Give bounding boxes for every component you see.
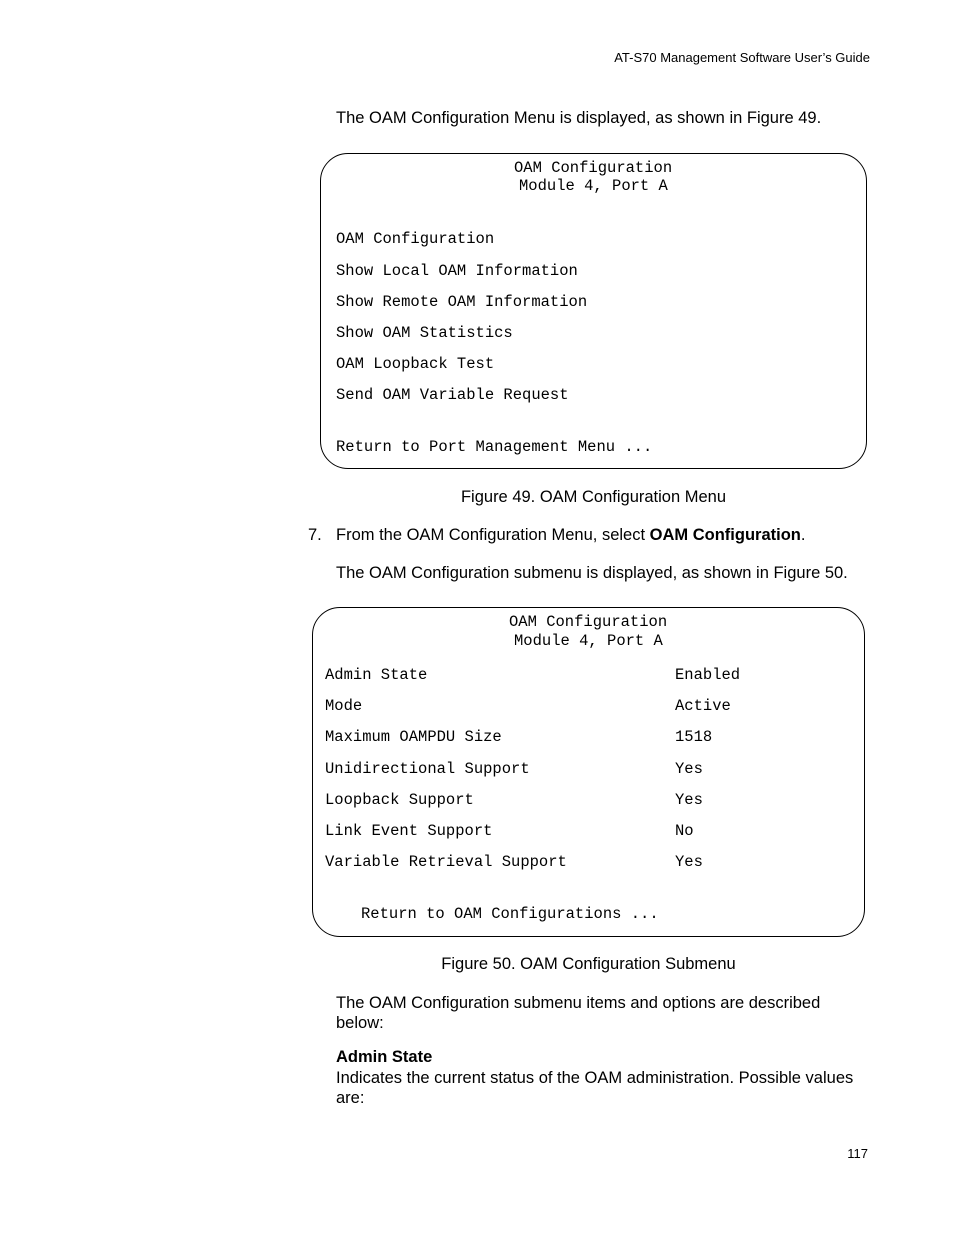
setting-value-variable-retrieval-support: Yes	[675, 853, 703, 871]
setting-value-max-oampdu-size: 1518	[675, 728, 713, 746]
menu-item-oam-loopback-test[interactable]: OAM Loopback Test	[336, 355, 495, 373]
menu-item-return-port-management[interactable]: Return to Port Management Menu ...	[336, 438, 653, 456]
step-7-text-before: From the OAM Configuration Menu, select	[336, 526, 650, 544]
figure-50-caption: Figure 50. OAM Configuration Submenu	[441, 955, 736, 973]
setting-value-admin-state: Enabled	[675, 666, 741, 684]
admin-state-description: Indicates the current status of the OAM administration. Possible values are:	[336, 1069, 854, 1107]
figure-49-caption: Figure 49. OAM Configuration Menu	[460, 488, 727, 506]
setting-label-mode[interactable]: Mode	[325, 697, 363, 715]
description-paragraph: The OAM Configuration submenu items and options are described below:	[336, 994, 821, 1032]
admin-state-heading: Admin State	[336, 1048, 433, 1066]
step-7-text	[336, 525, 805, 545]
setting-label-unidirectional-support[interactable]: Unidirectional Support	[325, 760, 530, 778]
step-number: 7.	[308, 526, 322, 544]
menu-title: OAM Configuration	[514, 159, 673, 177]
setting-value-unidirectional-support: Yes	[675, 760, 703, 778]
submenu-paragraph: The OAM Configuration submenu is displayed, as shown in Figure 50.	[336, 564, 848, 582]
menu-subtitle: Module 4, Port A	[519, 177, 668, 195]
menu-item-show-remote-oam[interactable]: Show Remote OAM Information	[336, 293, 588, 311]
setting-label-max-oampdu-size[interactable]: Maximum OAMPDU Size	[325, 728, 502, 746]
oam-config-menu-screen	[320, 153, 867, 469]
menu-item-send-oam-variable-request[interactable]: Send OAM Variable Request	[336, 386, 569, 404]
intro-paragraph: The OAM Configuration Menu is displayed, as shown in Figure 49.	[336, 109, 822, 127]
setting-value-loopback-support: Yes	[675, 791, 703, 809]
setting-label-loopback-support[interactable]: Loopback Support	[325, 791, 474, 809]
step-7-text-after: .	[800, 526, 806, 544]
submenu-subtitle: Module 4, Port A	[514, 632, 663, 650]
setting-label-variable-retrieval-support[interactable]: Variable Retrieval Support	[325, 853, 567, 871]
page-number: 117	[847, 1146, 868, 1161]
setting-value-mode: Active	[675, 697, 731, 715]
setting-label-link-event-support[interactable]: Link Event Support	[325, 822, 493, 840]
submenu-title: OAM Configuration	[509, 613, 668, 631]
menu-item-show-local-oam[interactable]: Show Local OAM Information	[336, 262, 578, 280]
menu-item-show-oam-statistics[interactable]: Show OAM Statistics	[336, 324, 513, 342]
setting-label-admin-state[interactable]: Admin State	[325, 666, 428, 684]
running-header: AT-S70 Management Software User’s Guide	[614, 50, 870, 65]
step-7-bold: OAM Configuration	[649, 526, 801, 544]
menu-item-oam-configuration[interactable]: OAM Configuration	[336, 230, 495, 248]
menu-item-return-oam-configurations[interactable]: Return to OAM Configurations ...	[361, 905, 659, 923]
setting-value-link-event-support: No	[675, 822, 694, 840]
